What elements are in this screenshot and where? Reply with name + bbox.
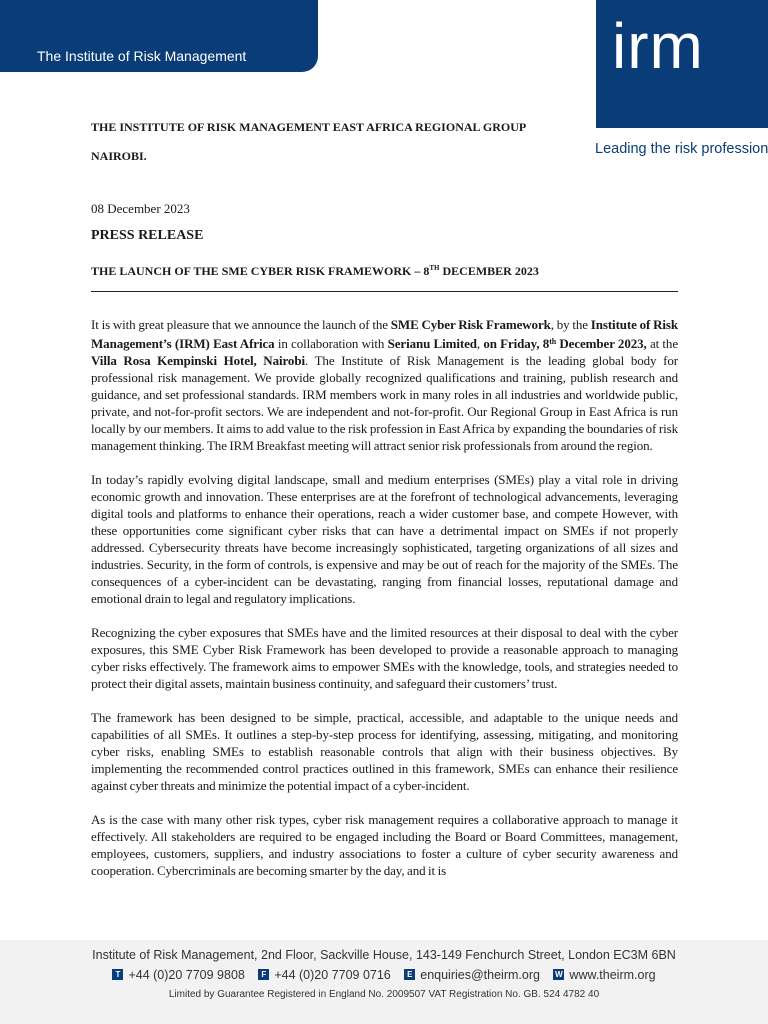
p1-text: , [476, 336, 484, 351]
launch-title [91, 264, 539, 279]
phone-contact [112, 968, 244, 982]
partner-name: Serianu Limited [387, 336, 477, 351]
paragraph-4: The framework has been designed to be simple, practical, accessible, and adaptable to the unique needs and capabilities of all SMEs. It outlines a step-by-step process for identifying, assessing, mitigating, and monitoring cyber risks, enabling SMEs to establish reasonable controls that align with their business objectives. By implementing the recommended control practices outlined in this framework, SMEs can enhance their resilience against cyber threats and minimize the potential impact of a cyber-incident. [91, 710, 678, 793]
email-icon: E [404, 969, 415, 980]
press-release-body [91, 316, 678, 896]
framework-name: SME Cyber Risk Framework [390, 317, 551, 332]
event-date-ordinal: th [549, 337, 557, 346]
logo-text: irm [612, 10, 704, 82]
letterhead-footer [0, 940, 768, 1024]
event-date-text: on Friday, 8 [483, 336, 550, 351]
phone-icon: T [112, 969, 123, 980]
title-divider [91, 291, 678, 292]
release-date: 08 December 2023 [91, 201, 190, 216]
p1-text: It is with great pleasure that we announce the launch of the [91, 317, 391, 332]
regional-group-heading: THE INSTITUTE OF RISK MANAGEMENT EAST AFRICA REGIONAL GROUP [91, 120, 527, 134]
launch-title-text: THE LAUNCH OF THE SME CYBER RISK FRAMEWORK – 8 [91, 264, 430, 278]
press-release-heading: PRESS RELEASE [91, 228, 204, 243]
web-icon: W [555, 970, 563, 979]
fax-number: +44 (0)20 7709 0716 [274, 967, 391, 982]
p1-text: , by the [550, 317, 591, 332]
irm-logo [596, 0, 768, 128]
event-date [483, 336, 646, 351]
website: www.theirm.org [569, 967, 656, 982]
paragraph-1 [91, 316, 678, 454]
web-contact [553, 968, 655, 982]
letterhead-banner [0, 0, 318, 72]
launch-title-date: DECEMBER 2023 [439, 264, 539, 278]
footer-address: Institute of Risk Management, 2nd Floor, Sackville House, 143-149 Fenchurch Street, London EC3M 6BN [92, 948, 676, 962]
org-name: The Institute of Risk Management [37, 48, 247, 64]
email-address: enquiries@theirm.org [420, 967, 540, 982]
footer-contacts [0, 966, 768, 982]
event-date-month: December 2023, [556, 336, 647, 351]
launch-title-ordinal: TH [429, 264, 440, 272]
venue: Villa Rosa Kempinski Hotel, Nairobi [91, 353, 305, 368]
fax-contact [258, 968, 390, 982]
paragraph-2: In today’s rapidly evolving digital landscape, small and medium enterprises (SMEs) play a vital role in driving economic growth and innovation. These enterprises are at the forefront of technological advancements, leveraging digital tools and platforms to enhance their operations, reach a wider customer base, and compete However, with these opportunities come significant cyber risks that can have a detrimental impact on SMEs if not properly addressed. Cybersecurity threats have become increasingly sophisticated, targeting organizations of all sizes and industries. Security, in the form of controls, is expensive and may be out of reach for the majority of the SMEs. The consequences of a cyber-incident can be devastating, ranging from financial losses, reputational damage and emotional drain to legal and regulatory implications. [91, 472, 678, 606]
p1-text: . The Institute of Risk Management is the leading global body for professional risk management. We provide globally recognized qualifications and training, publish research and guidance, and set professional standards. IRM members work in many roles in all industries and worldwide public, private, and not-for-profit sectors. We are independent and not-for-profit. Our Regional Group in East Africa is run locally by our members. It aims to add value to the risk profession in East Africa by expanding the boundaries of risk management thinking. The IRM Breakfast meeting will attract senior risk professionals from around the region. [91, 353, 678, 453]
paragraph-3: Recognizing the cyber exposures that SMEs have and the limited resources at their disposal to deal with the cyber exposures, this SME Cyber Risk Framework has been developed to provide a reasonable approach to managing cyber risks effectively. The framework aims to empower SMEs with the knowledge, tools, and strategies needed to protect their digital assets, maintain business continuity, and safeguard their customers’ trust. [91, 625, 678, 691]
tagline: Leading the risk profession [595, 141, 768, 157]
footer-legal: Limited by Guarantee Registered in England No. 2009507 VAT Registration No. GB. 524 4782 40 [168, 989, 600, 1000]
fax-icon: F [258, 969, 269, 980]
location-heading: NAIROBI. [91, 149, 147, 163]
phone-number: +44 (0)20 7709 9808 [128, 967, 245, 982]
p1-text: at the [646, 336, 679, 351]
email-contact [404, 968, 540, 982]
p1-text: in collaboration with [274, 336, 388, 351]
paragraph-5: As is the case with many other risk types, cyber risk management requires a collaborative approach to manage it effectively. All stakeholders are required to be engaged including the Board or Board Committees, management, employees, customers, suppliers, and industry associations to foster a culture of cyber security awareness and cooperation. Cybercriminals are becoming smarter by the day, and it is [91, 812, 678, 878]
irm-east-africa: Institute of Risk Management’s (IRM) East Africa [91, 317, 679, 351]
